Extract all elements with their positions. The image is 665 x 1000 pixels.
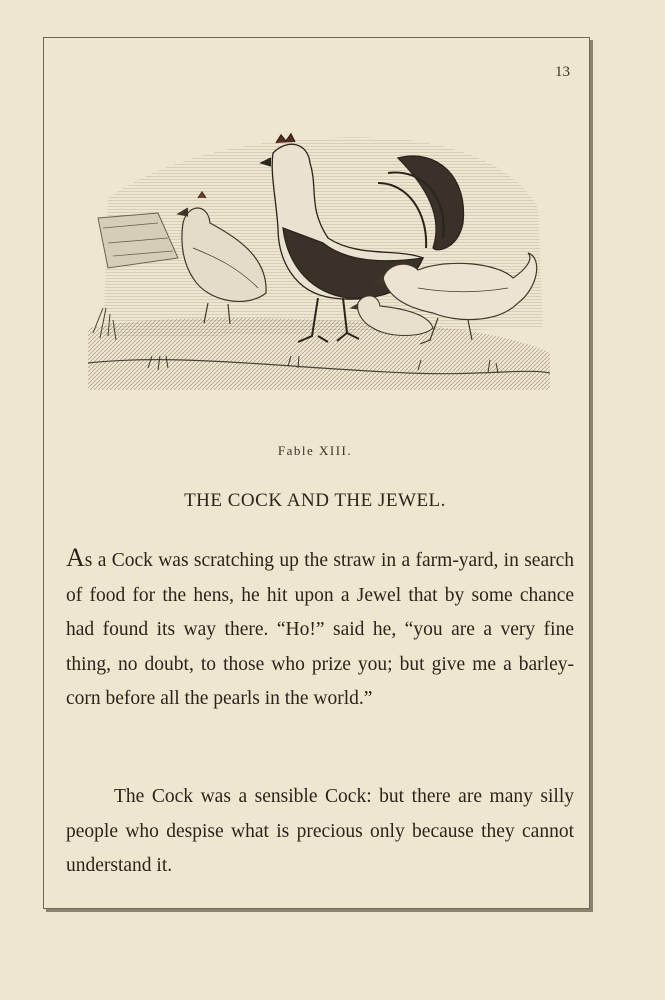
rooster-and-hens-engraving-icon bbox=[88, 128, 550, 393]
page-number: 13 bbox=[555, 64, 570, 80]
fable-number-label: Fable XIII. bbox=[277, 443, 353, 458]
fable-title: THE COCK AND THE JEWEL. bbox=[184, 490, 446, 511]
drop-initial: A bbox=[66, 543, 85, 572]
fable-paragraph bbox=[66, 541, 574, 717]
fable-paragraph-text: s a Cock was scratching up the straw in a farm-yard, in search of food for the hens, he hit upon a Jewel that by some chance had found its way there. “Ho!” said he, “you are a very fine thing, no doubt, to those who prize you; but give me a barley-corn before all the pearls in the world.” bbox=[66, 550, 574, 709]
moral-paragraph: The Cock was a sensible Cock: but there are many silly people who despise what is precious only because they cannot understand it. bbox=[66, 786, 574, 876]
